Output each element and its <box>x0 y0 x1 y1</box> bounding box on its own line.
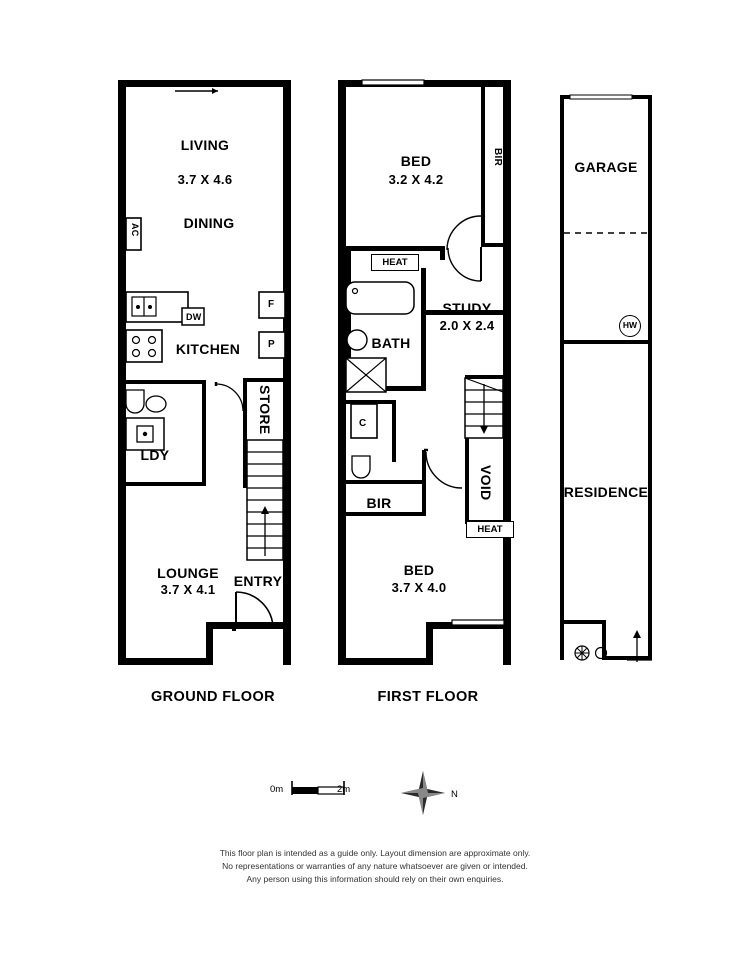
disclaimer-line-3: Any person using this information should rely on their own enquiries. <box>246 874 504 884</box>
tag-bir-upper: BIR <box>492 148 503 167</box>
disclaimer-line-2: No representations or warranties of any nature whatsoever are given or intended. <box>222 861 528 871</box>
room-label-bed-lower: BED <box>403 562 435 578</box>
room-label-bed-upper: BED <box>400 153 432 169</box>
room-label-laundry: LDY <box>140 447 170 463</box>
room-label-lounge: LOUNGE <box>157 565 219 581</box>
room-dim-lounge: 3.7 X 4.1 <box>160 582 216 597</box>
tag-bir-lower: BIR <box>366 495 392 511</box>
tag-fridge: F <box>268 299 275 310</box>
room-label-garage: GARAGE <box>574 159 638 175</box>
room-dim-bed-lower: 3.7 X 4.0 <box>391 580 447 595</box>
first-floor-title: FIRST FLOOR <box>377 689 479 705</box>
scale-min-label: 0m <box>270 784 284 795</box>
tag-air-conditioner: AC <box>130 223 140 237</box>
room-label-store: STORE <box>257 385 273 435</box>
room-label-study: STUDY <box>442 300 492 316</box>
tag-dishwasher: DW <box>186 312 202 322</box>
room-label-kitchen: KITCHEN <box>175 341 241 357</box>
compass-north-label: N <box>451 789 458 800</box>
disclaimer-line-1: This floor plan is intended as a guide only. Layout dimension are approximate only. <box>219 848 531 858</box>
compass-rose <box>401 771 445 815</box>
room-label-void: VOID <box>478 465 494 501</box>
room-label-bath: BATH <box>371 335 411 351</box>
tag-heat-lower: HEAT <box>466 521 514 538</box>
room-label-residence: RESIDENCE <box>563 484 649 500</box>
room-label-dining: DINING <box>183 215 235 231</box>
tag-heat-upper: HEAT <box>371 254 419 271</box>
room-dim-living: 3.7 X 4.6 <box>177 172 233 187</box>
site-plan <box>560 95 652 662</box>
ground-floor-title: GROUND FLOOR <box>150 689 276 705</box>
room-label-living: LIVING <box>180 137 230 153</box>
tag-pantry: P <box>268 339 275 350</box>
tag-hot-water: HW <box>619 315 641 337</box>
room-label-entry: ENTRY <box>233 573 283 589</box>
scale-max-label: 2m <box>337 784 351 795</box>
room-dim-bed-upper: 3.2 X 4.2 <box>388 172 444 187</box>
tag-cupboard: C <box>359 418 367 429</box>
room-dim-study: 2.0 X 2.4 <box>439 318 495 333</box>
